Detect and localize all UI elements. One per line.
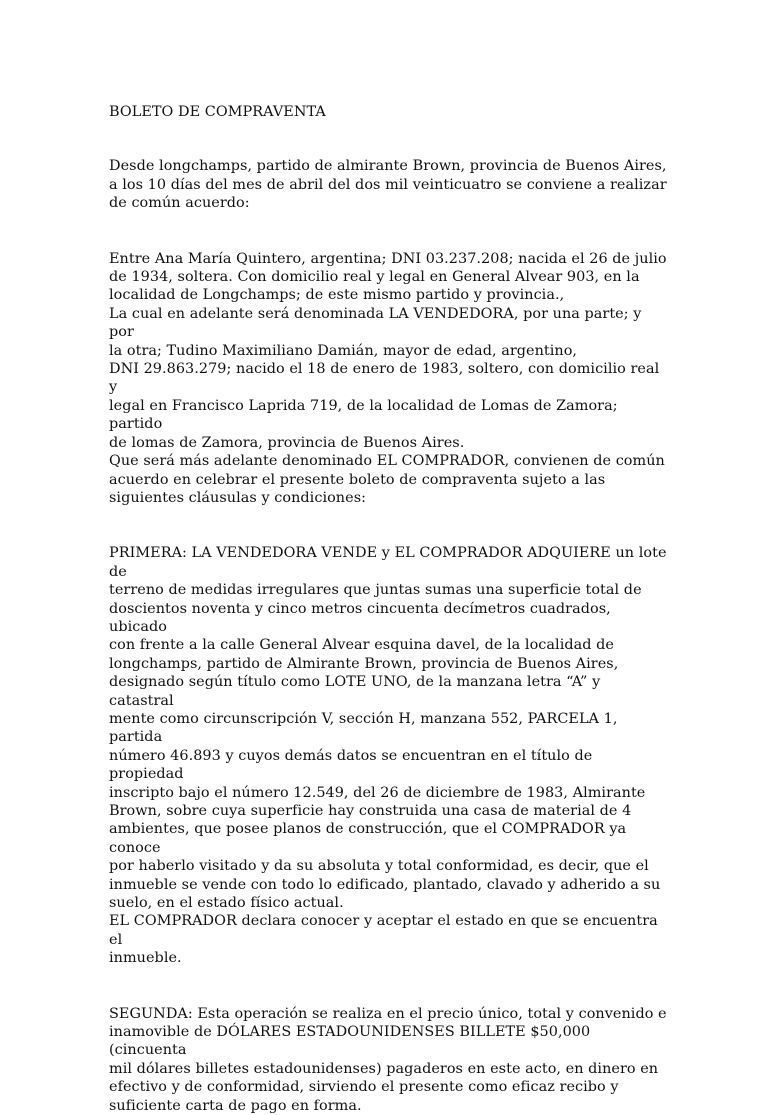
clause-segunda: SEGUNDA: Esta operación se realiza en el precio único, total y convenido e inamovible de DÓLARES ESTADOUNIDENSES BILLETE $50,000 (cincuenta mil dólares billetes estadounidenses) pagaderos en este acto, en dinero en efectivo y de conformidad, sirviendo el presente como eficaz recibo y suficiente carta de pago en forma. (109, 1005, 667, 1114)
parties-paragraph: Entre Ana María Quintero, argentina; DNI 03.237.208; nacida el 26 de julio de 1934, soltera. Con domicilio real y legal en General Alvear 903, en la localidad de Longchamps; de este mismo partido y provincia., La cual en adelante será denominada LA VENDEDORA, por una parte; y por la otra; Tudino Maximiliano Damián, mayor de edad, argentino, DNI 29.863.279; nacido el 18 de enero de 1983, soltero, con domicilio real y legal en Francisco Laprida 719, de la localidad de Lomas de Zamora; partido de lomas de Zamora, provincia de Buenos Aires. Que será más adelante denominado EL COMPRADOR, convienen de común acuerdo en celebrar el presente boleto de compraventa sujeto a las siguientes cláusulas y condiciones: (109, 250, 667, 506)
clause-primera: PRIMERA: LA VENDEDORA VENDE y EL COMPRADOR ADQUIERE un lote de terreno de medidas irregulares que juntas sumas una superficie total de doscientos noventa y cinco metros cincuenta decímetros cuadrados, ubicado con frente a la calle General Alvear esquina davel, de la localidad de longchamps, partido de Almirante Brown, provincia de Buenos Aires, designado según título como LOTE UNO, de la manzana letra “A” y catastral mente como circunscripción V, sección H, manzana 552, PARCELA 1, partida número 46.893 y cuyos demás datos se encuentran en el título de propiedad inscripto bajo el número 12.549, del 26 de diciembre de 1983, Almirante Brown, sobre cuya superficie hay construida una casa de material de 4 ambientes, que posee planos de construcción, que el COMPRADOR ya conoce por haberlo visitado y da su absoluta y total conformidad, es decir, que el inmueble se vende con todo lo edificado, plantado, clavado y adherido a su suelo, en el estado físico actual. EL COMPRADOR declara conocer y aceptar el estado en que se encuentra el inmueble. (109, 545, 667, 967)
intro-paragraph: Desde longchamps, partido de almirante Brown, provincia de Buenos Aires, a los 10 días del mes de abril del dos mil veinticuatro se conviene a realizar de común acuerdo: (109, 158, 667, 212)
document-body (109, 103, 669, 1115)
document-title: BOLETO DE COMPRAVENTA (109, 104, 326, 120)
